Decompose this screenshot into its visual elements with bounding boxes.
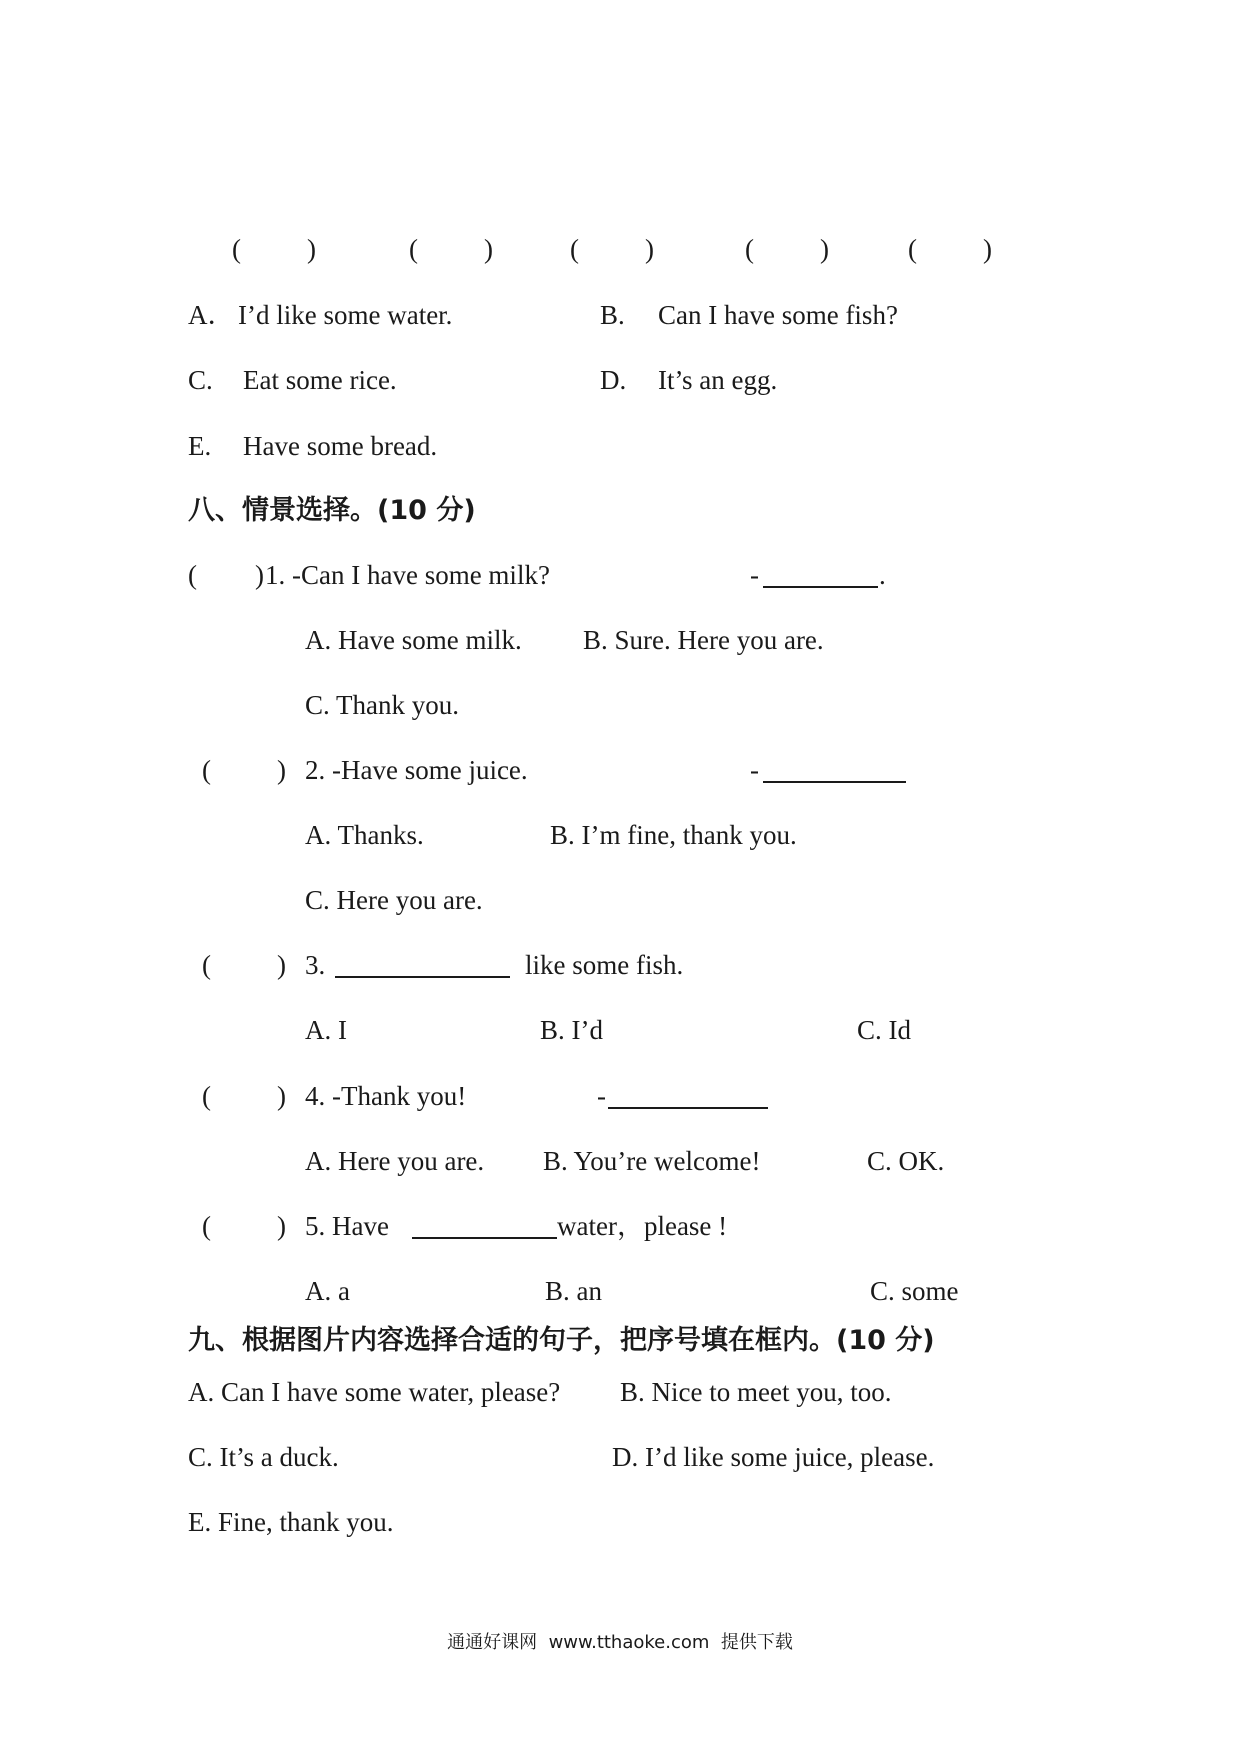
paren-close-1: ) [307,234,316,264]
option-d: D. I’d like some juice, please. [612,1442,935,1472]
option-e: E. Fine, thank you. [188,1507,394,1537]
option-c: C. some [870,1276,959,1306]
question-stem: 4. -Thank you! [305,1081,467,1111]
answer-paren-open: ( [202,950,211,980]
paren-open-3: ( [570,234,579,264]
answer-paren-open: ( [202,1211,211,1241]
answer-paren-open: ( [202,755,211,785]
option-a: A. Thanks. [305,820,424,850]
question-stem: 1. -Can I have some milk? [265,560,550,590]
option-letter-d: D. [600,365,627,395]
answer-paren-open: ( [188,560,197,590]
option-text-a: I’d like some water. [238,300,453,330]
option-a: A. a [305,1276,350,1306]
option-b: B. Nice to meet you, too. [620,1377,892,1407]
option-c: C. Id [857,1015,911,1045]
option-c: C. Here you are. [305,885,483,915]
question-number: 3. [305,950,326,980]
answer-prefix: - [750,560,759,590]
option-text-e: Have some bread. [243,431,438,461]
option-a: A. Can I have some water, please? [188,1377,561,1407]
option-text-c: Eat some rice. [243,365,397,395]
option-letter-e: E. [188,431,212,461]
answer-paren-close: ) [277,1081,286,1111]
option-b: B. I’m fine, thank you. [550,820,797,850]
paren-close-2: ) [484,234,493,264]
answer-blank[interactable] [608,1081,768,1109]
option-c: C. It’s a duck. [188,1442,339,1472]
section8-heading: 八、情景选择。(10 分) [188,495,476,526]
answer-prefix: - [597,1081,606,1111]
answer-blank[interactable] [335,950,510,978]
option-a: A. Have some milk. [305,625,522,655]
page-footer: 通通好课网 www.tthaoke.com 提供下载 [447,1632,793,1653]
option-b: B. I’d [540,1015,603,1045]
section9-heading: 九、根据图片内容选择合适的句子，把序号填在框内。(10 分) [188,1325,935,1356]
option-a: A. Here you are. [305,1146,485,1176]
option-text-d: It’s an egg. [658,365,778,395]
option-text-b: Can I have some fish? [658,300,898,330]
question-stem-rest: water，please ! [557,1211,728,1241]
answer-blank[interactable] [412,1211,557,1239]
paren-open-1: ( [232,234,241,264]
option-letter-c: C. [188,365,213,395]
answer-paren-open: ( [202,1081,211,1111]
answer-paren-close: ) [277,755,286,785]
option-b: B. You’re welcome! [543,1146,761,1176]
option-b: B. an [545,1276,602,1306]
option-c: C. Thank you. [305,690,459,720]
paren-open-5: ( [908,234,917,264]
paren-close-5: ) [983,234,992,264]
answer-suffix: . [879,560,886,590]
answer-blank[interactable] [763,560,878,588]
question-stem: 2. -Have some juice. [305,755,528,785]
answer-blank[interactable] [763,755,906,783]
answer-prefix: - [750,755,759,785]
answer-paren-close: ) [277,950,286,980]
answer-paren-close: ) [255,560,264,590]
paren-close-4: ) [820,234,829,264]
question-stem-rest: like some fish. [525,950,684,980]
option-letter-a: A． [188,300,235,330]
option-b: B. Sure. Here you are. [583,625,824,655]
option-c: C. OK. [867,1146,945,1176]
paren-open-4: ( [745,234,754,264]
option-letter-b: B. [600,300,625,330]
option-a: A. I [305,1015,347,1045]
question-stem: 5. Have [305,1211,389,1241]
answer-paren-close: ) [277,1211,286,1241]
paren-open-2: ( [409,234,418,264]
paren-close-3: ) [645,234,654,264]
